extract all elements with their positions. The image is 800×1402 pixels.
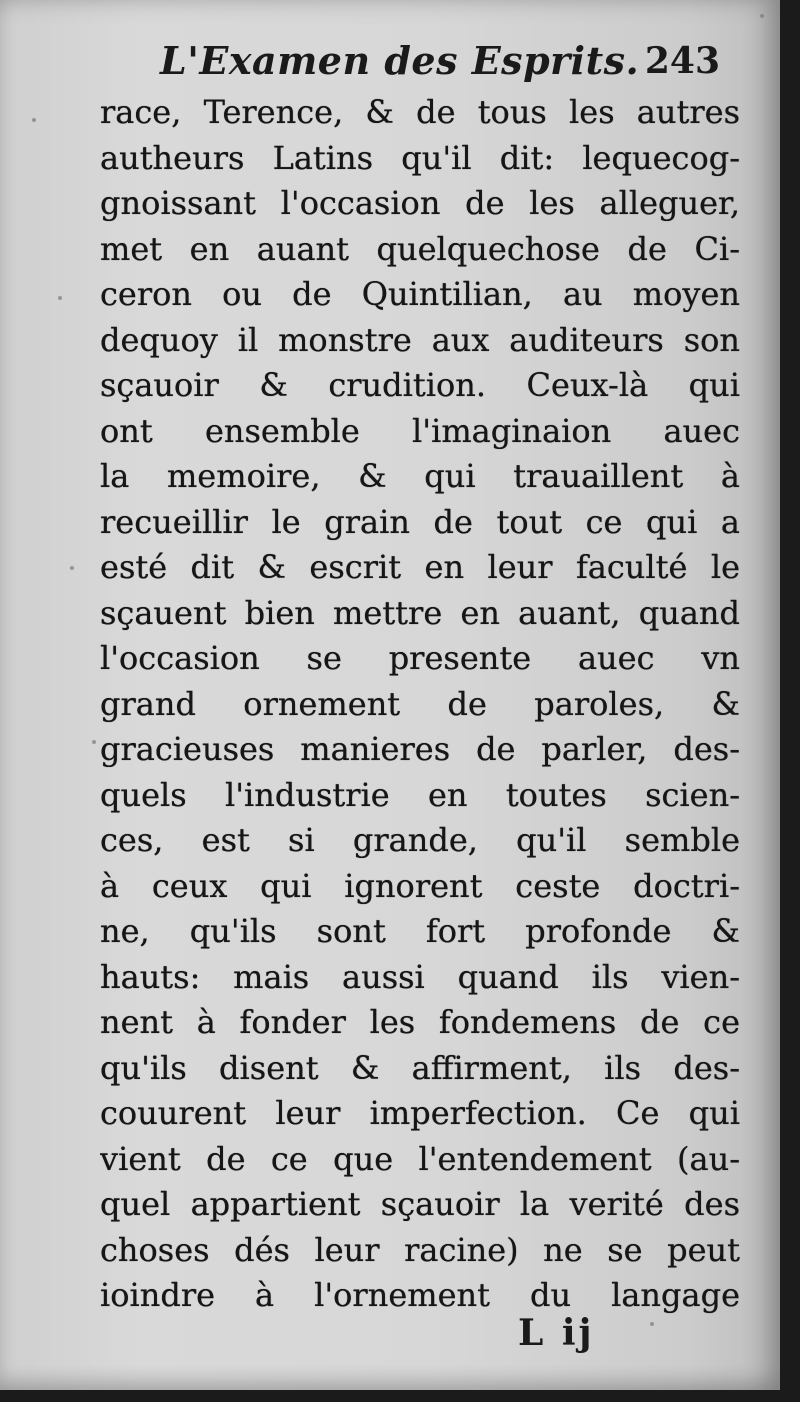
- running-title: L'Examen des Esprits.: [160, 38, 640, 83]
- paper-speck: [92, 740, 96, 744]
- catchword: L ij: [518, 1312, 595, 1354]
- text-line: sçauoir & crudition. Ceux-là qui: [100, 366, 740, 404]
- text-line: met en auant quelquechose de Ci-: [100, 229, 740, 268]
- text-line: quels l'industrie en toutes scien-: [100, 775, 740, 814]
- text-line: race, Terence, & de tous les autres: [100, 93, 740, 131]
- paper-speck: [32, 118, 36, 122]
- paper-speck: [70, 566, 74, 570]
- text-line: sçauent bien mettre en auant, quand: [100, 593, 740, 632]
- body-text: [100, 90, 740, 1319]
- page-number: 243: [644, 40, 720, 82]
- text-line: ne, qu'ils sont fort profonde &: [100, 912, 740, 950]
- text-line: la memoire, & qui trauaillent à: [100, 457, 740, 495]
- text-line: esté dit & escrit en leur faculté le: [100, 548, 740, 586]
- text-line: ceron ou de Quintilian, au moyen: [100, 275, 740, 313]
- text-line: nent à fonder les fondemens de ce: [100, 1003, 740, 1041]
- text-line: ioindre à l'ornement du langage: [100, 1276, 740, 1314]
- text-line: ces, est si grande, qu'il semble: [100, 821, 740, 859]
- text-line: grand ornement de paroles, &: [100, 684, 740, 723]
- text-line: couurent leur imperfection. Ce qui: [100, 1094, 740, 1132]
- text-line: ont ensemble l'imaginaion auec: [100, 411, 740, 450]
- text-line: choses dés leur racine) ne se peut: [100, 1230, 740, 1269]
- text-line: à ceux qui ignorent ceste doctri-: [100, 866, 740, 905]
- text-line: gracieuses manieres de parler, des-: [100, 730, 740, 768]
- text-line: recueillir le grain de tout ce qui a: [100, 502, 740, 541]
- text-line: hauts: mais aussi quand ils vien-: [100, 957, 740, 996]
- paper-speck: [760, 14, 764, 18]
- paper-speck: [650, 1322, 654, 1326]
- text-line: qu'ils disent & affirment, ils des-: [100, 1048, 740, 1087]
- running-head: [160, 38, 720, 98]
- text-line: l'occasion se presente auec vn: [100, 639, 740, 677]
- text-line: autheurs Latins qu'il dit: lequecog-: [100, 138, 740, 177]
- text-line: gnoissant l'occasion de les alleguer,: [100, 184, 740, 222]
- paper-speck: [58, 296, 62, 300]
- text-line: dequoy il monstre aux auditeurs son: [100, 320, 740, 359]
- text-line: vient de ce que l'entendement (au-: [100, 1139, 740, 1178]
- text-line: quel appartient sçauoir la verité des: [100, 1185, 740, 1223]
